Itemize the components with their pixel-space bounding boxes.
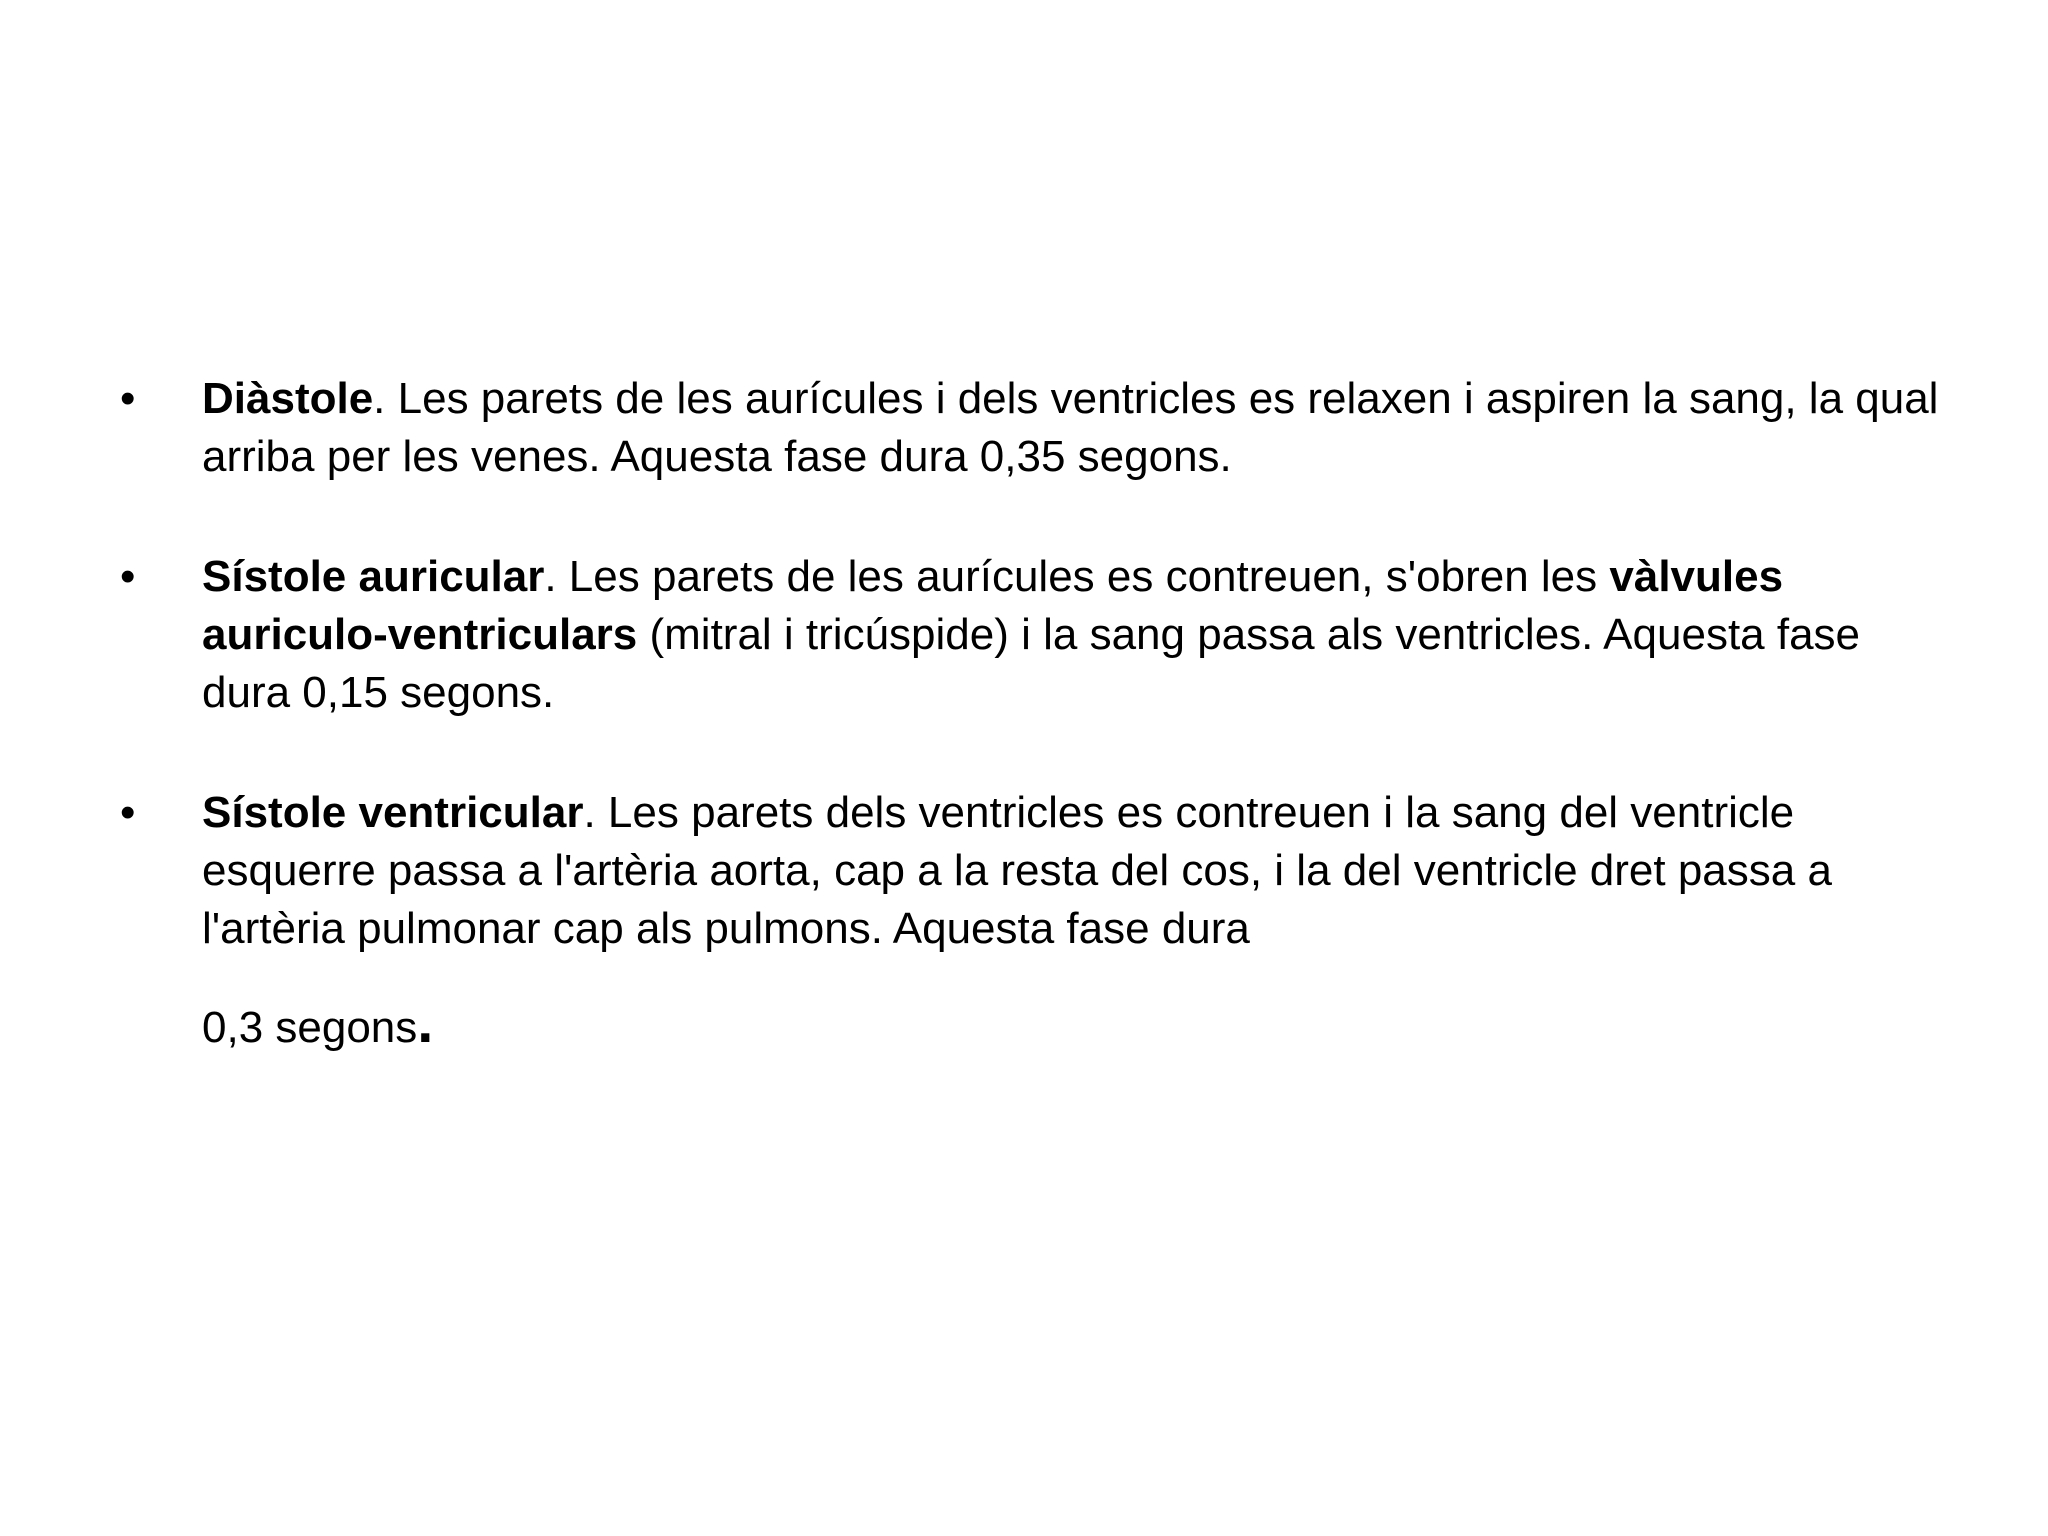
bullet-list xyxy=(120,370,1950,1119)
description-sistole-auricular-part2: (mitral i tricúspide) i la sang passa als ventricles. Aquesta fase dura 0,15 segons. xyxy=(202,610,1861,717)
description-diastole: . Les parets de les aurícules i dels ventricles es relaxen i aspiren la sang, la qual arriba per les venes. Aquesta fase dura 0,35 segons. xyxy=(202,374,1939,481)
bullet-item-sistole-ventricular xyxy=(120,784,1950,1057)
term-valvules: vàlvules auriculo-ventriculars xyxy=(202,552,1784,659)
description-sistole-auricular-part1: . Les parets de les aurícules es contreuen, s'obren les xyxy=(544,552,1610,601)
bullet-dot-icon: • xyxy=(120,374,136,423)
bullet-dot-icon: • xyxy=(120,788,136,837)
end-period: . xyxy=(417,990,434,1055)
term-diastole: Diàstole xyxy=(202,374,374,423)
bullet-item-sistole-auricular xyxy=(120,548,1950,722)
bullet-dot-icon: • xyxy=(120,552,136,601)
duration-text: 0,3 segons xyxy=(202,1003,418,1052)
bullet-item-diastole xyxy=(120,370,1950,486)
description-sistole-ventricular: . Les parets dels ventricles es contreuen i la sang del ventricle esquerre passa a l'artèria aorta, cap a la resta del cos, i la del ventricle dret passa a l'artèria pulmonar cap als pulmons. Aquesta fase dura xyxy=(202,788,1832,953)
description-sistole-ventricular-end xyxy=(202,990,434,1057)
term-sistole-ventricular: Sístole ventricular xyxy=(202,788,584,837)
term-sistole-auricular: Sístole auricular xyxy=(202,552,545,601)
